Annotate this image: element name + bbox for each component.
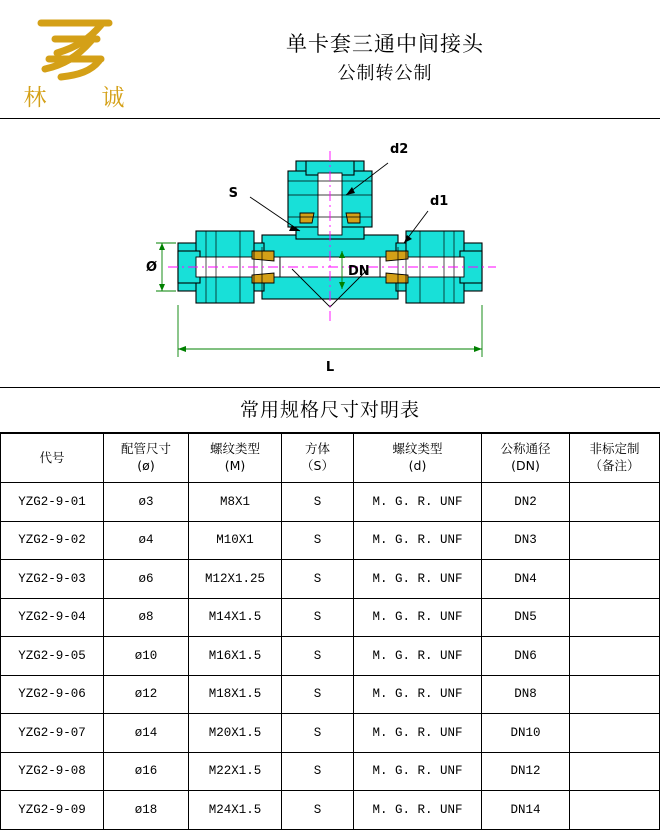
cell-body: S xyxy=(282,791,354,830)
cell-code: YZG2-9-06 xyxy=(1,675,104,714)
header-body-line2: （S） xyxy=(301,458,334,473)
cell-thread-d: M. G. R. UNF xyxy=(354,637,482,676)
cell-dn: DN2 xyxy=(482,483,570,522)
cell-dn: DN6 xyxy=(482,637,570,676)
cell-tube: ø14 xyxy=(104,714,189,753)
header-body-line1: 方体 xyxy=(304,441,330,457)
header-note-line1: 非标定制 xyxy=(589,441,640,457)
cell-thread-d: M. G. R. UNF xyxy=(354,791,482,830)
cell-thread-d: M. G. R. UNF xyxy=(354,521,482,560)
cell-thread-d: M. G. R. UNF xyxy=(354,598,482,637)
cell-dn: DN4 xyxy=(482,560,570,599)
cell-thread-m: M24X1.5 xyxy=(189,791,282,830)
cell-thread-m: M10X1 xyxy=(189,521,282,560)
cell-body: S xyxy=(282,752,354,791)
technical-drawing xyxy=(0,119,660,388)
cell-tube: ø4 xyxy=(104,521,189,560)
table-row xyxy=(1,714,660,753)
cell-thread-d: M. G. R. UNF xyxy=(354,560,482,599)
cell-note xyxy=(570,521,660,560)
table-row xyxy=(1,791,660,830)
cell-thread-d: M. G. R. UNF xyxy=(354,752,482,791)
cell-note xyxy=(570,637,660,676)
logo-graphic xyxy=(5,9,145,113)
table-row xyxy=(1,637,660,676)
cell-dn: DN5 xyxy=(482,598,570,637)
cell-tube: ø12 xyxy=(104,675,189,714)
cell-thread-d: M. G. R. UNF xyxy=(354,675,482,714)
header-note xyxy=(570,434,660,483)
header-thread-m-line1: 螺纹类型 xyxy=(209,441,260,457)
cell-body: S xyxy=(282,675,354,714)
table-row xyxy=(1,675,660,714)
company-logo xyxy=(0,9,150,109)
cell-tube: ø8 xyxy=(104,598,189,637)
cell-code: YZG2-9-08 xyxy=(1,752,104,791)
cell-thread-m: M22X1.5 xyxy=(189,752,282,791)
cell-code: YZG2-9-02 xyxy=(1,521,104,560)
logo-char-right: 诚 xyxy=(101,85,125,111)
cell-note xyxy=(570,752,660,791)
cell-thread-m: M12X1.25 xyxy=(189,560,282,599)
table-row xyxy=(1,598,660,637)
header-code-line1: 代号 xyxy=(39,449,65,465)
cell-thread-m: M16X1.5 xyxy=(189,637,282,676)
cell-tube: ø18 xyxy=(104,791,189,830)
logo-char-left: 林 xyxy=(23,85,47,111)
header-tube-size-line1: 配管尺寸 xyxy=(120,441,171,457)
header-body xyxy=(282,434,354,483)
table-row xyxy=(1,752,660,791)
cell-body: S xyxy=(282,560,354,599)
cell-note xyxy=(570,483,660,522)
cell-body: S xyxy=(282,598,354,637)
cell-thread-m: M14X1.5 xyxy=(189,598,282,637)
tee-union-svg xyxy=(0,119,660,385)
cell-thread-d: M. G. R. UNF xyxy=(354,483,482,522)
cell-tube: ø3 xyxy=(104,483,189,522)
cell-code: YZG2-9-07 xyxy=(1,714,104,753)
cell-code: YZG2-9-01 xyxy=(1,483,104,522)
title-block xyxy=(150,29,660,89)
page-title: 单卡套三通中间接头 xyxy=(286,31,484,56)
header-thread-m xyxy=(189,434,282,483)
table-row xyxy=(1,560,660,599)
header-thread-d-line1: 螺纹类型 xyxy=(392,441,443,457)
header-tube-size xyxy=(104,434,189,483)
label-d1: d1 xyxy=(430,194,449,209)
cell-dn: DN14 xyxy=(482,791,570,830)
cell-body: S xyxy=(282,521,354,560)
page-subtitle: 公制转公制 xyxy=(337,63,433,85)
label-s: S xyxy=(228,186,238,201)
cell-thread-m: M8X1 xyxy=(189,483,282,522)
cell-dn: DN8 xyxy=(482,675,570,714)
cell-tube: ø16 xyxy=(104,752,189,791)
label-length: L xyxy=(325,360,335,375)
page-header xyxy=(0,0,660,119)
header-thread-d xyxy=(354,434,482,483)
spec-table-title: 常用规格尺寸对明表 xyxy=(0,388,660,433)
cell-note xyxy=(570,791,660,830)
cell-tube: ø6 xyxy=(104,560,189,599)
table-header-row xyxy=(1,434,660,483)
table-row xyxy=(1,483,660,522)
label-diameter: Ø xyxy=(146,260,158,275)
header-tube-size-line2: (ø) xyxy=(137,458,155,473)
cell-note xyxy=(570,675,660,714)
header-dn xyxy=(482,434,570,483)
header-dn-line1: 公称通径 xyxy=(500,441,551,457)
cell-note xyxy=(570,714,660,753)
cell-code: YZG2-9-03 xyxy=(1,560,104,599)
cell-dn: DN12 xyxy=(482,752,570,791)
cell-tube: ø10 xyxy=(104,637,189,676)
cell-code: YZG2-9-09 xyxy=(1,791,104,830)
cell-thread-m: M20X1.5 xyxy=(189,714,282,753)
cell-thread-d: M. G. R. UNF xyxy=(354,714,482,753)
cell-note xyxy=(570,598,660,637)
header-code xyxy=(1,434,104,483)
cell-code: YZG2-9-05 xyxy=(1,637,104,676)
cell-dn: DN10 xyxy=(482,714,570,753)
cell-body: S xyxy=(282,714,354,753)
header-thread-m-line2: (M) xyxy=(224,458,246,473)
label-dn: DN xyxy=(348,264,370,279)
cell-thread-m: M18X1.5 xyxy=(189,675,282,714)
header-dn-line2: (DN) xyxy=(511,458,540,473)
header-note-line2: （备注） xyxy=(589,458,640,473)
table-row xyxy=(1,521,660,560)
cell-body: S xyxy=(282,483,354,522)
header-thread-d-line2: (d) xyxy=(408,458,427,473)
cell-dn: DN3 xyxy=(482,521,570,560)
cell-note xyxy=(570,560,660,599)
cell-body: S xyxy=(282,637,354,676)
label-d2: d2 xyxy=(390,142,409,157)
cell-code: YZG2-9-04 xyxy=(1,598,104,637)
spec-table xyxy=(0,433,660,830)
